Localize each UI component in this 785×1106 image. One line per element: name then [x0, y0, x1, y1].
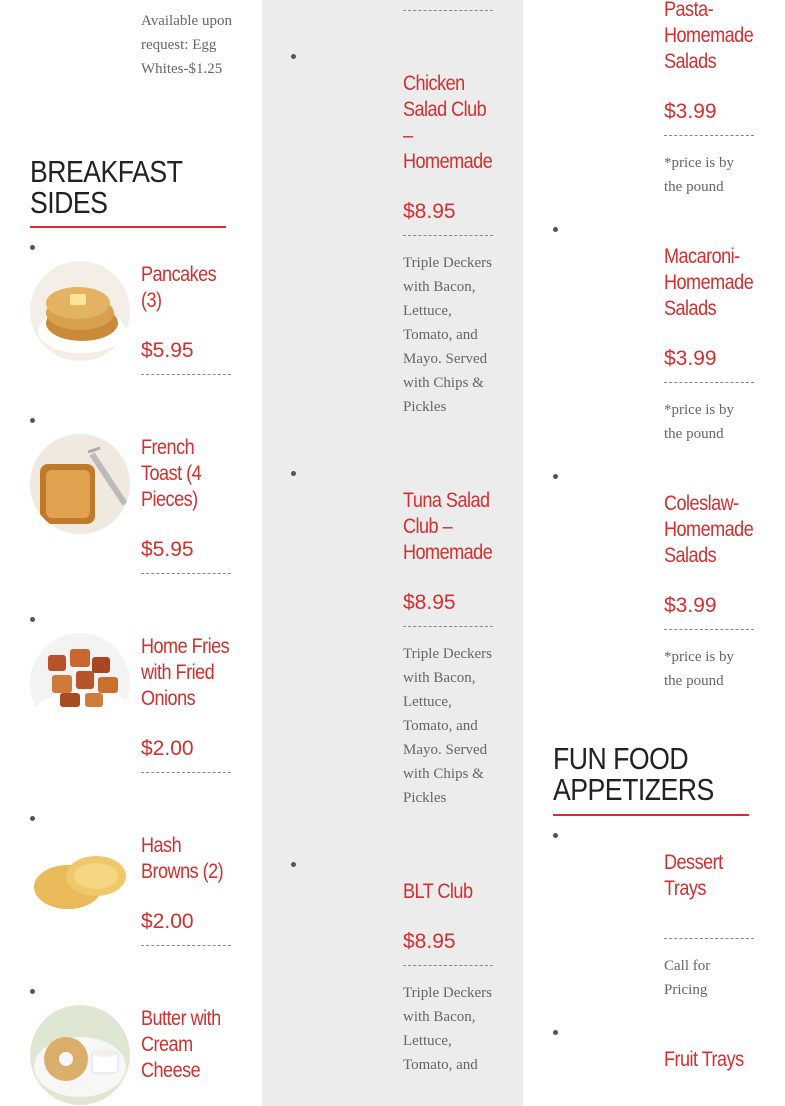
item-name-french-toast[interactable]: French Toast (4 Pieces): [141, 436, 202, 511]
hash-browns-image: [30, 832, 130, 932]
price-divider: [664, 135, 754, 136]
list-bullet: [30, 245, 35, 250]
item-name-blt-club[interactable]: BLT Club: [403, 880, 473, 903]
list-bullet: [291, 471, 296, 476]
price-divider: [664, 382, 754, 383]
item-name-chicken-salad-club[interactable]: Chicken Salad Club – Homemade: [403, 72, 493, 173]
item-name-macaroni-salad[interactable]: Macaroni- Homemade Salads: [664, 245, 754, 320]
list-bullet: [30, 418, 35, 423]
item-name-pancakes[interactable]: Pancakes (3): [141, 263, 217, 312]
price-note: *price is by the pound: [664, 155, 734, 195]
item-name-hash-browns[interactable]: Hash Browns (2): [141, 834, 224, 883]
price-divider: [664, 629, 754, 630]
heading-underline: [553, 814, 749, 816]
price-divider: [664, 938, 754, 939]
list-bullet: [30, 989, 35, 994]
item-price: $5.95: [141, 538, 194, 561]
price-divider: [403, 10, 493, 11]
item-name-coleslaw-salad[interactable]: Coleslaw- Homemade Salads: [664, 492, 754, 567]
item-price: $8.95: [403, 591, 456, 614]
price-divider: [141, 374, 231, 375]
item-description: Triple Deckers with Bacon, Lettuce, Tomato, and: [403, 985, 493, 1073]
item-name-fruit-trays[interactable]: Fruit Trays: [664, 1048, 744, 1071]
list-bullet: [553, 474, 558, 479]
item-price: $3.99: [664, 347, 717, 370]
price-note: *price is by the pound: [664, 402, 734, 442]
price-divider: [403, 626, 493, 627]
list-bullet: [291, 862, 296, 867]
list-bullet: [553, 833, 558, 838]
item-price: $8.95: [403, 930, 456, 953]
item-price: $2.00: [141, 737, 194, 760]
price-divider: [141, 945, 231, 946]
list-bullet: [291, 54, 296, 59]
item-price: $3.99: [664, 100, 717, 123]
price-note: *price is by the pound: [664, 649, 734, 689]
item-name-dessert-trays[interactable]: Dessert Trays: [664, 851, 723, 900]
list-bullet: [553, 227, 558, 232]
item-name-tuna-salad-club[interactable]: Tuna Salad Club – Homemade: [403, 489, 493, 564]
list-bullet: [30, 816, 35, 821]
item-price: $5.95: [141, 339, 194, 362]
home-fries-image: [30, 633, 130, 733]
price-divider: [141, 573, 231, 574]
breakfast-sides-heading: BREAKFAST SIDES: [30, 154, 183, 220]
item-name-home-fries[interactable]: Home Fries with Fried Onions: [141, 635, 230, 710]
item-price: $2.00: [141, 910, 194, 933]
egg-whites-note: Available upon request: Egg Whites-$1.25: [141, 13, 232, 77]
price-note: Call for Pricing: [664, 958, 711, 998]
price-divider: [141, 772, 231, 773]
price-divider: [403, 965, 493, 966]
item-description: Triple Deckers with Bacon, Lettuce, Tomato, and Mayo. Served with Chips & Pickles: [403, 646, 493, 806]
item-price: $8.95: [403, 200, 456, 223]
heading-underline: [30, 226, 226, 228]
price-divider: [403, 235, 493, 236]
french-toast-image: [30, 434, 130, 534]
fun-food-appetizers-heading: FUN FOOD APPETIZERS: [553, 741, 714, 807]
item-description: Triple Deckers with Bacon, Lettuce, Tomato, and Mayo. Served with Chips & Pickles: [403, 255, 493, 415]
item-price: $3.99: [664, 594, 717, 617]
pancakes-image: [30, 261, 130, 361]
list-bullet: [30, 617, 35, 622]
bagel-cream-cheese-image: [30, 1005, 130, 1105]
item-name-pasta-salad[interactable]: Pasta- Homemade Salads: [664, 0, 754, 73]
item-name-butter-cream-cheese[interactable]: Butter with Cream Cheese: [141, 1007, 221, 1082]
list-bullet: [553, 1030, 558, 1035]
